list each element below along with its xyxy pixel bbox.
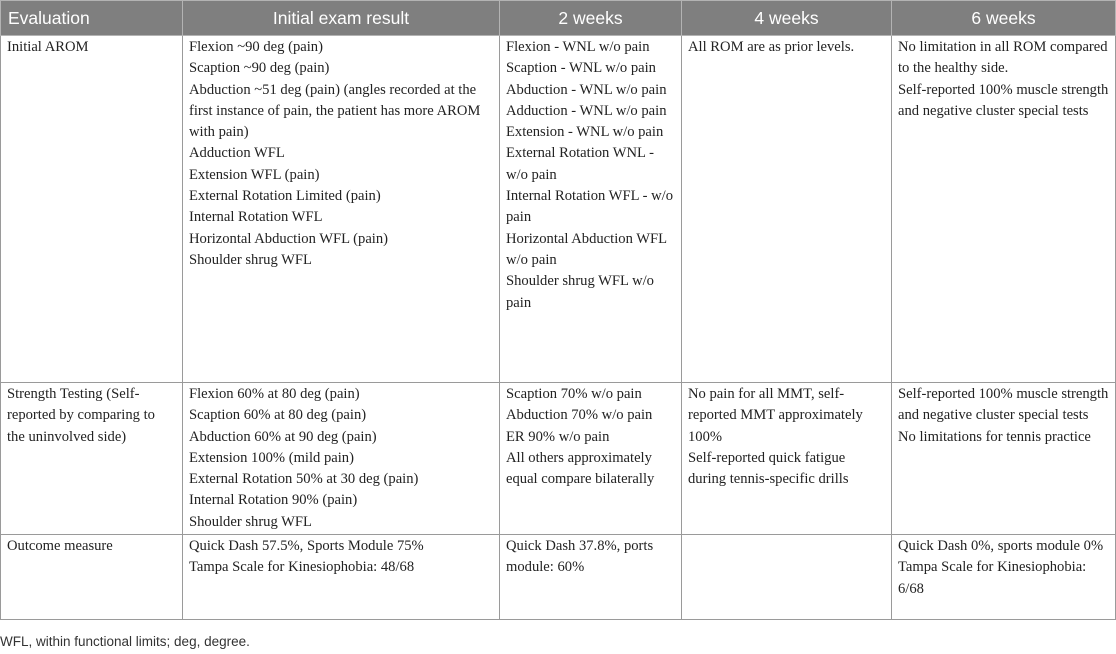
header-2-weeks: 2 weeks [500, 1, 682, 36]
table-header [1, 1, 1116, 36]
cell-line: Internal Rotation WFL - w/o pain [506, 188, 673, 226]
initial-cell [183, 535, 500, 620]
week6-cell [892, 535, 1116, 620]
cell-line: Scaption 70% w/o pain [506, 386, 642, 402]
cell-line: Tampa Scale for Kinesiophobia: 48/68 [189, 559, 415, 576]
week6-cell [892, 383, 1116, 535]
cell-line: Adduction WFL [189, 145, 285, 162]
initial-cell [183, 36, 500, 383]
cell-line: Horizontal Abduction WFL w/o pain [506, 230, 667, 268]
table-row [1, 36, 1116, 383]
table-row [1, 383, 1116, 535]
cell-line: ER 90% w/o pain [506, 428, 610, 445]
cell-line: Self-reported 100% muscle strength and negative cluster special tests [898, 386, 1109, 424]
cell-line: Scaption - WNL w/o pain [506, 60, 656, 77]
cell-line: Extension 100% (mild pain) [189, 449, 354, 466]
header-evaluation: Evaluation [1, 1, 183, 36]
week2-cell [500, 36, 682, 383]
cell-line: Horizontal Abduction WFL (pain) [189, 230, 389, 247]
cell-line: Shoulder shrug WFL [189, 251, 312, 268]
cell-line: External Rotation WNL - w/o pain [506, 145, 654, 183]
cell-line: No limitation in all ROM compared to the healthy side. [898, 39, 1108, 77]
cell-line: Shoulder shrug WFL w/o pain [506, 273, 654, 311]
cell-line: Shoulder shrug WFL [189, 513, 312, 530]
row-label: Strength Testing (Self-reported by comparing to the uninvolved side) [1, 383, 183, 535]
cell-line: Internal Rotation 90% (pain) [189, 492, 358, 509]
week4-cell [682, 383, 892, 535]
cell-line: Flexion ~90 deg (pain) [189, 39, 323, 55]
cell-line: Extension - WNL w/o pain [506, 124, 664, 141]
cell-line: Abduction - WNL w/o pain [506, 81, 667, 98]
week2-cell [500, 383, 682, 535]
cell-line: No limitations for tennis practice [898, 428, 1091, 445]
header-row [1, 1, 1116, 36]
cell-line: Flexion 60% at 80 deg (pain) [189, 386, 360, 402]
cell-line: Flexion - WNL w/o pain [506, 39, 650, 55]
cell-line: All ROM are as prior levels. [688, 39, 855, 55]
header-6-weeks: 6 weeks [892, 1, 1116, 36]
table-footnote: WFL, within functional limits; deg, degree. [0, 634, 250, 649]
row-label: Outcome measure [1, 535, 183, 620]
table-row [1, 535, 1116, 620]
cell-line: Self-reported 100% muscle strength and negative cluster special tests [898, 81, 1109, 119]
week4-cell [682, 535, 892, 620]
cell-line: Adduction - WNL w/o pain [506, 102, 667, 119]
week4-cell [682, 36, 892, 383]
cell-line: Extension WFL (pain) [189, 166, 320, 183]
row-label: Initial AROM [1, 36, 183, 383]
cell-line: Quick Dash 57.5%, Sports Module 75% [189, 538, 424, 554]
cell-line: Quick Dash 0%, sports module 0% [898, 538, 1104, 554]
table-body [1, 36, 1116, 620]
cell-line: Tampa Scale for Kinesiophobia: 6/68 [898, 559, 1087, 597]
cell-line: Abduction 60% at 90 deg (pain) [189, 428, 377, 445]
cell-line: Abduction ~51 deg (pain) (angles recorded at the first instance of pain, the patient has more AROM with pain) [189, 81, 481, 141]
cell-line: External Rotation Limited (pain) [189, 188, 381, 205]
cell-line: Quick Dash 37.8%, ports module: 60% [506, 538, 654, 576]
cell-line: Internal Rotation WFL [189, 209, 323, 226]
cell-line: Scaption ~90 deg (pain) [189, 60, 330, 77]
week6-cell [892, 36, 1116, 383]
header-4-weeks: 4 weeks [682, 1, 892, 36]
cell-line: External Rotation 50% at 30 deg (pain) [189, 471, 419, 488]
initial-cell [183, 383, 500, 535]
cell-line: Abduction 70% w/o pain [506, 407, 653, 424]
header-initial-exam: Initial exam result [183, 1, 500, 36]
cell-line: No pain for all MMT, self-reported MMT approximately 100% [688, 386, 863, 445]
week2-cell [500, 535, 682, 620]
cell-line: All others approximately equal compare bilaterally [506, 449, 655, 488]
cell-line: Scaption 60% at 80 deg (pain) [189, 407, 367, 424]
cell-line: Self-reported quick fatigue during tennis-specific drills [688, 449, 849, 488]
